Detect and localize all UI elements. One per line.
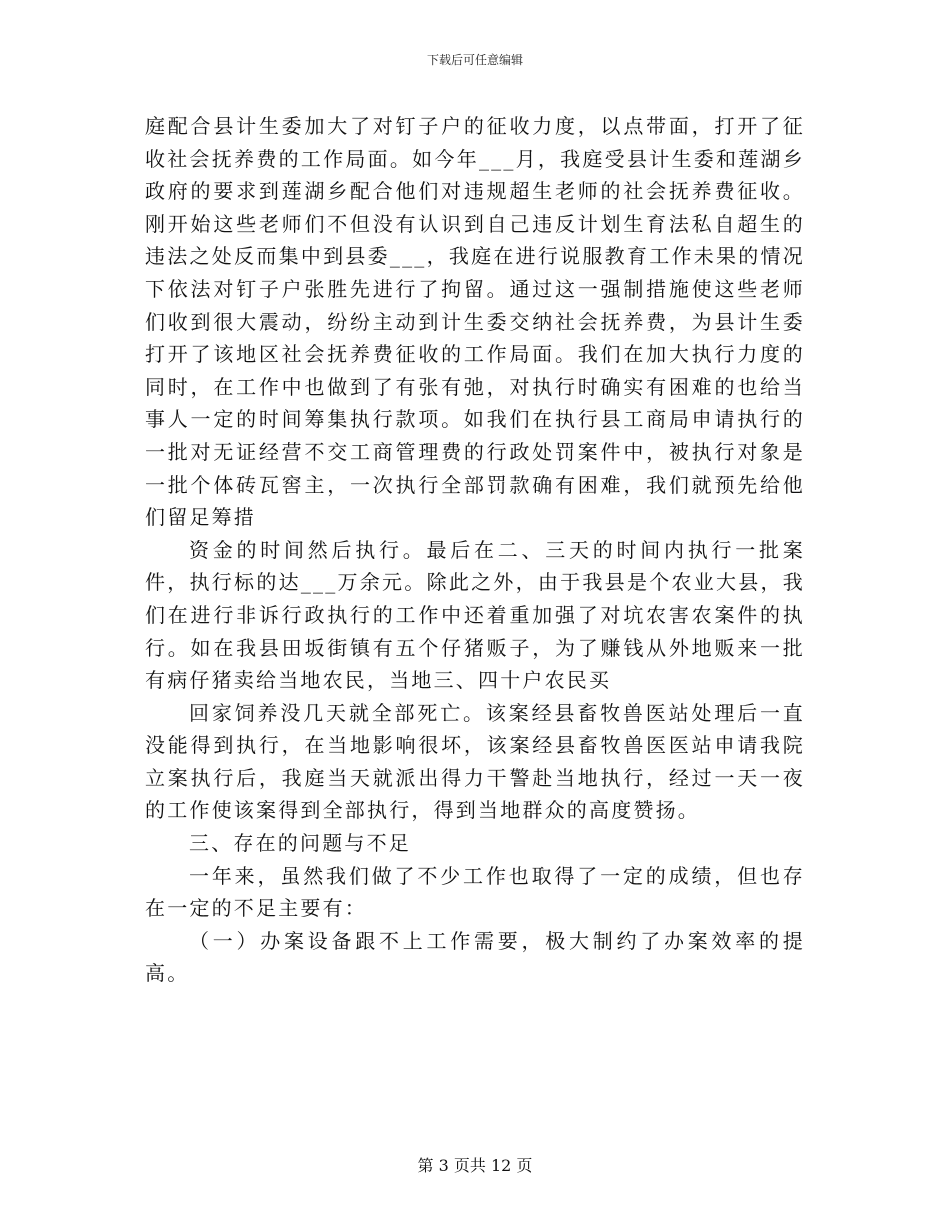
list-item-1: （一）办案设备跟不上工作需要，极大制约了办案效率的提高。 (145, 928, 805, 986)
paragraph-shortcomings: 一年来，虽然我们做了不少工作也取得了一定的成绩，但也存在一定的不足主要有： (145, 863, 805, 921)
paragraph-funding: 资金的时间然后执行。最后在二、三天的时间内执行一批案件，执行标的达___万余元。除此之外，由于我县是个农业大县，我们在进行非诉行政执行的工作中还着重加强了对坑农害农案件的执行。如在我县田坂街镇有五个仔猪贩子，为了赚钱从外地贩来一批有病仔猪卖给当地农民，当地三、四十户农民买 (145, 537, 805, 693)
paragraph-case: 回家饲养没几天就全部死亡。该案经县畜牧兽医站处理后一直没能得到执行，在当地影响很坏，该案经县畜牧兽医医站申请我院立案执行后，我庭当天就派出得力干警赴当地执行，经过一天一夜的工作使该案得到全部执行，得到当地群众的高度赞扬。 (145, 700, 805, 823)
document-body (145, 110, 805, 990)
paragraph-continuation: 庭配合县计生委加大了对钉子户的征收力度，以点带面，打开了征收社会抚养费的工作局面。如今年___月，我庭受县计生委和莲湖乡政府的要求到莲湖乡配合他们对违规超生老师的社会抚养费征收。刚开始这些老师们不但没有认识到自己违反计划生育法私自超生的违法之处反而集中到县委___，我庭在进行说服教育工作未果的情况下依法对钉子户张胜先进行了拘留。通过这一强制措施使这些老师们收到很大震动，纷纷主动到计生委交纳社会抚养费，为县计生委打开了该地区社会抚养费征收的工作局面。我们在加大执行力度的同时，在工作中也做到了有张有弛，对执行时确实有困难的也给当事人一定的时间筹集执行款项。如我们在执行县工商局申请执行的一批对无证经营不交工商管理费的行政处罚案件中，被执行对象是一批个体砖瓦窖主，一次执行全部罚款确有困难，我们就预先给他们留足筹措 (145, 114, 805, 530)
section-heading-problems: 三、存在的问题与不足 (189, 831, 411, 856)
page-header: 下载后可任意编辑 (426, 53, 523, 67)
page-number: 第 3 页共 12 页 (417, 1156, 533, 1175)
